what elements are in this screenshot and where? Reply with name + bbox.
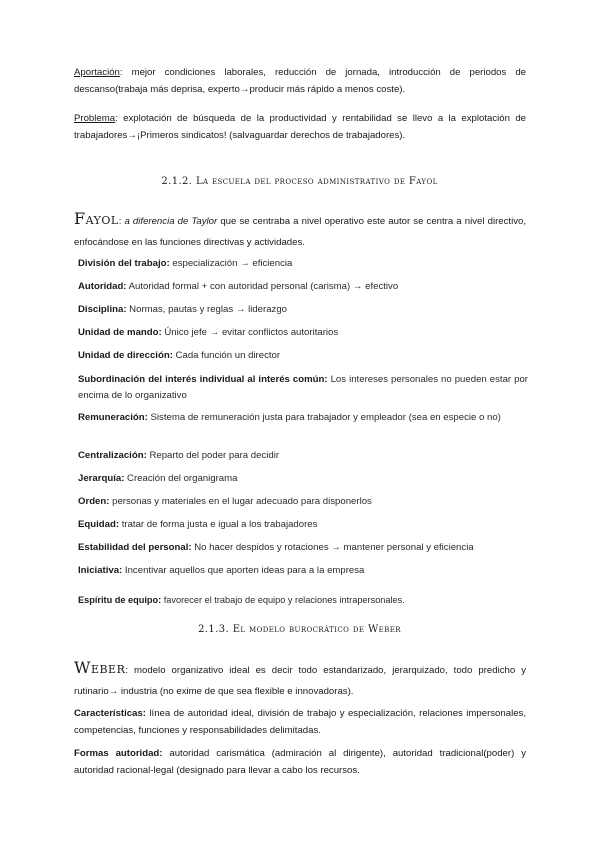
formas-paragraph	[74, 745, 526, 779]
principle-term: Estabilidad del personal:	[78, 542, 192, 553]
principle-desc: Sistema de remuneración justa para trabajador y empleador (sea en especie o no)	[147, 412, 501, 423]
principle-desc: favorecer el trabajo de equipo y relaciones intrapersonales.	[161, 595, 405, 605]
principle-desc: tratar de forma justa e igual a los trabajadores	[119, 519, 318, 530]
list-item	[78, 540, 528, 556]
aportacion-text: : mejor condiciones laborales, reducción de jornada, introducción de periodos de descanso(trabaja más deprisa, experto→producir más rápido a menos coste).	[74, 67, 526, 95]
principle-term: Disciplina:	[78, 304, 127, 315]
list-item	[78, 517, 528, 533]
principle-desc: Incentivar aquellos que aporten ideas para a la empresa	[122, 565, 365, 576]
principle-term: División del trabajo:	[78, 258, 170, 269]
formas-label: Formas autoridad:	[74, 748, 163, 759]
principle-desc: especialización → eficiencia	[169, 258, 293, 269]
problema-paragraph	[74, 110, 526, 144]
list-item	[78, 494, 528, 510]
principle-desc: No hacer despidos y rotaciones → mantener personal y eficiencia	[191, 542, 474, 553]
aportacion-label: Aportación	[74, 67, 120, 78]
principle-term: Espíritu de equipo:	[78, 595, 162, 605]
principle-desc: Reparto del poder para decidir	[146, 450, 280, 461]
principle-term: Autoridad:	[78, 281, 127, 292]
weber-text: : modelo organizativo ideal es decir todo estandarizado, jerarquizado, todo predicho y rutinario→ industria (no exime de que sea flexible e innovadoras).	[74, 665, 526, 697]
principle-term: Remuneración:	[78, 412, 148, 423]
principle-term: Orden:	[78, 496, 110, 507]
principle-term: Unidad de mando:	[78, 327, 162, 338]
fayol-italic: a diferencia de Taylor	[124, 216, 218, 227]
principle-desc: Único jefe → evitar conflictos autoritarios	[161, 327, 339, 338]
principle-term: Centralización:	[78, 450, 147, 461]
problema-text: : explotación de búsqueda de la productividad y rentabilidad se llevo a la explotación de trabajadores→¡Primeros sindicatos! (salvaguardar derechos de trabajadores).	[74, 113, 526, 141]
principle-desc: Autoridad formal + con autoridad personal (carisma) → efectivo	[126, 281, 399, 292]
principle-term: Subordinación del interés individual al interés común:	[78, 374, 328, 385]
principle-desc: Los intereses personales no pueden estar por encima de lo organizativo	[78, 374, 528, 401]
formas-text: autoridad carismática (admiración al dirigente), autoridad tradicional(poder) y autoridad racional-legal (designado para llevar a cabo los recursos.	[74, 748, 526, 776]
principle-term: Iniciativa:	[78, 565, 123, 576]
fayol-text: que se centraba a nivel operativo este autor se centra a nivel directivo, enfocándose en las funciones directivas y actividades.	[74, 216, 526, 248]
problema-label: Problema	[74, 113, 116, 124]
fayol-paragraph	[74, 208, 526, 253]
list-item	[78, 592, 528, 608]
weber-name: Weber	[74, 658, 126, 677]
list-item	[78, 563, 528, 579]
weber-paragraph	[74, 657, 526, 702]
section-title-weber: 2.1.3. El modelo burocrático de Weber	[198, 624, 401, 635]
list-item	[78, 448, 528, 464]
fayol-colon: :	[118, 216, 125, 227]
list-item	[78, 256, 528, 272]
principle-desc: Creación del organigrama	[124, 473, 238, 484]
principle-desc: Cada función un director	[172, 350, 281, 361]
section-title-fayol: 2.1.2. La escuela del proceso administrativo de Fayol	[161, 176, 438, 187]
caracteristicas-text: línea de autoridad ideal, división de trabajo y especialización, relaciones impersonales, competencias, funciones y responsabilidades delimitadas.	[74, 708, 526, 736]
aportacion-paragraph	[74, 64, 526, 98]
list-item	[78, 325, 528, 341]
caracteristicas-label: Características:	[74, 708, 146, 719]
list-item	[78, 471, 528, 487]
principle-desc: personas y materiales en el lugar adecuado para disponerlos	[109, 496, 372, 507]
list-item	[78, 302, 528, 318]
principle-term: Equidad:	[78, 519, 120, 530]
principle-desc: Normas, pautas y reglas → liderazgo	[126, 304, 288, 315]
list-item	[78, 348, 528, 364]
principle-term: Unidad de dirección:	[78, 350, 173, 361]
list-item	[78, 372, 528, 404]
list-item	[78, 410, 528, 426]
fayol-name: Fayol	[74, 209, 119, 228]
list-item	[78, 279, 528, 295]
principle-term: Jerarquía:	[78, 473, 125, 484]
caracteristicas-paragraph	[74, 705, 526, 739]
